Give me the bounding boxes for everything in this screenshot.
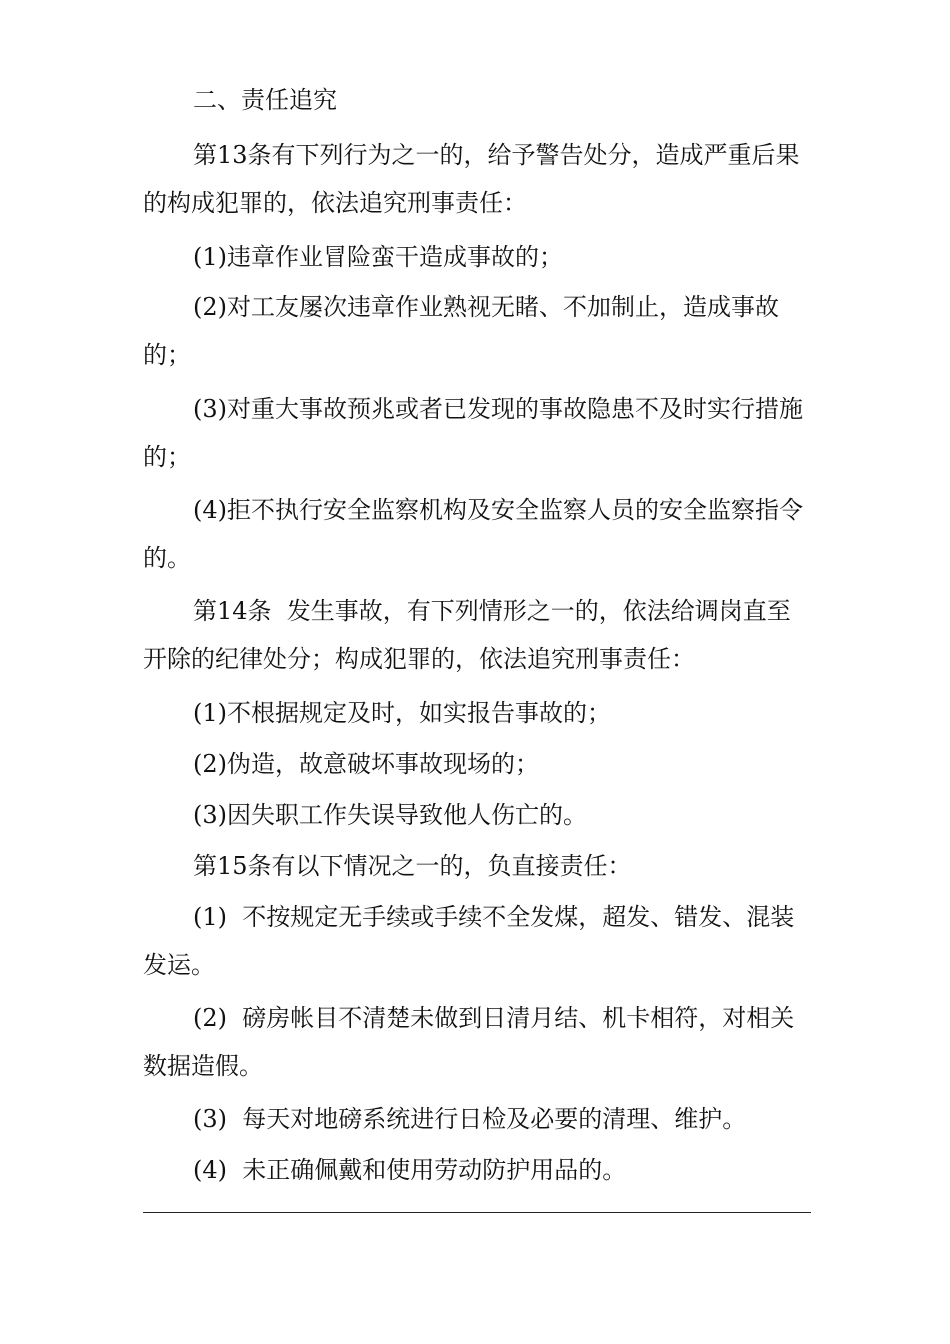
article-13-text: 第13条有下列行为之一的，给予警告处分，造成严重后果的构成犯罪的，依法追究刑事责任： xyxy=(143,141,800,217)
article-13-item-1: (1)违章作业冒险蛮干造成事故的； xyxy=(193,243,563,271)
article-15-item-3: (3) 每天对地磅系统进行日检及必要的清理、维护。 xyxy=(193,1105,747,1133)
article-13-item-3: (3)对重大事故预兆或者已发现的事故隐患不及时实行措施的； xyxy=(143,395,803,471)
article-15-item-4: (4) 未正确佩戴和使用劳动防护用品的。 xyxy=(193,1156,627,1184)
article-13-item-4: (4)拒不执行安全监察机构及安全监察人员的安全监察指令的。 xyxy=(143,496,803,572)
article-15-text: 第15条有以下情况之一的，负直接责任： xyxy=(193,852,632,880)
footer-divider xyxy=(143,1212,811,1213)
section-title: 二、责任追究 xyxy=(193,86,337,114)
article-15-item-1: (1) 不按规定无手续或手续不全发煤，超发、错发、混装发运。 xyxy=(143,903,795,979)
article-14-item-2: (2)伪造，故意破坏事故现场的； xyxy=(193,750,539,778)
article-14-item-1: (1)不根据规定及时，如实报告事故的； xyxy=(193,699,611,727)
article-15-item-2: (2) 磅房帐目不清楚未做到日清月结、机卡相符，对相关数据造假。 xyxy=(143,1004,795,1080)
article-14-text: 第14条 发生事故，有下列情形之一的，依法给调岗直至开除的纪律处分；构成犯罪的，依法追究刑事责任： xyxy=(143,597,791,673)
article-14-item-3: (3)因失职工作失误导致他人伤亡的。 xyxy=(193,801,587,829)
article-13-item-2: (2)对工友屡次违章作业熟视无睹、不加制止，造成事故的； xyxy=(143,293,779,369)
